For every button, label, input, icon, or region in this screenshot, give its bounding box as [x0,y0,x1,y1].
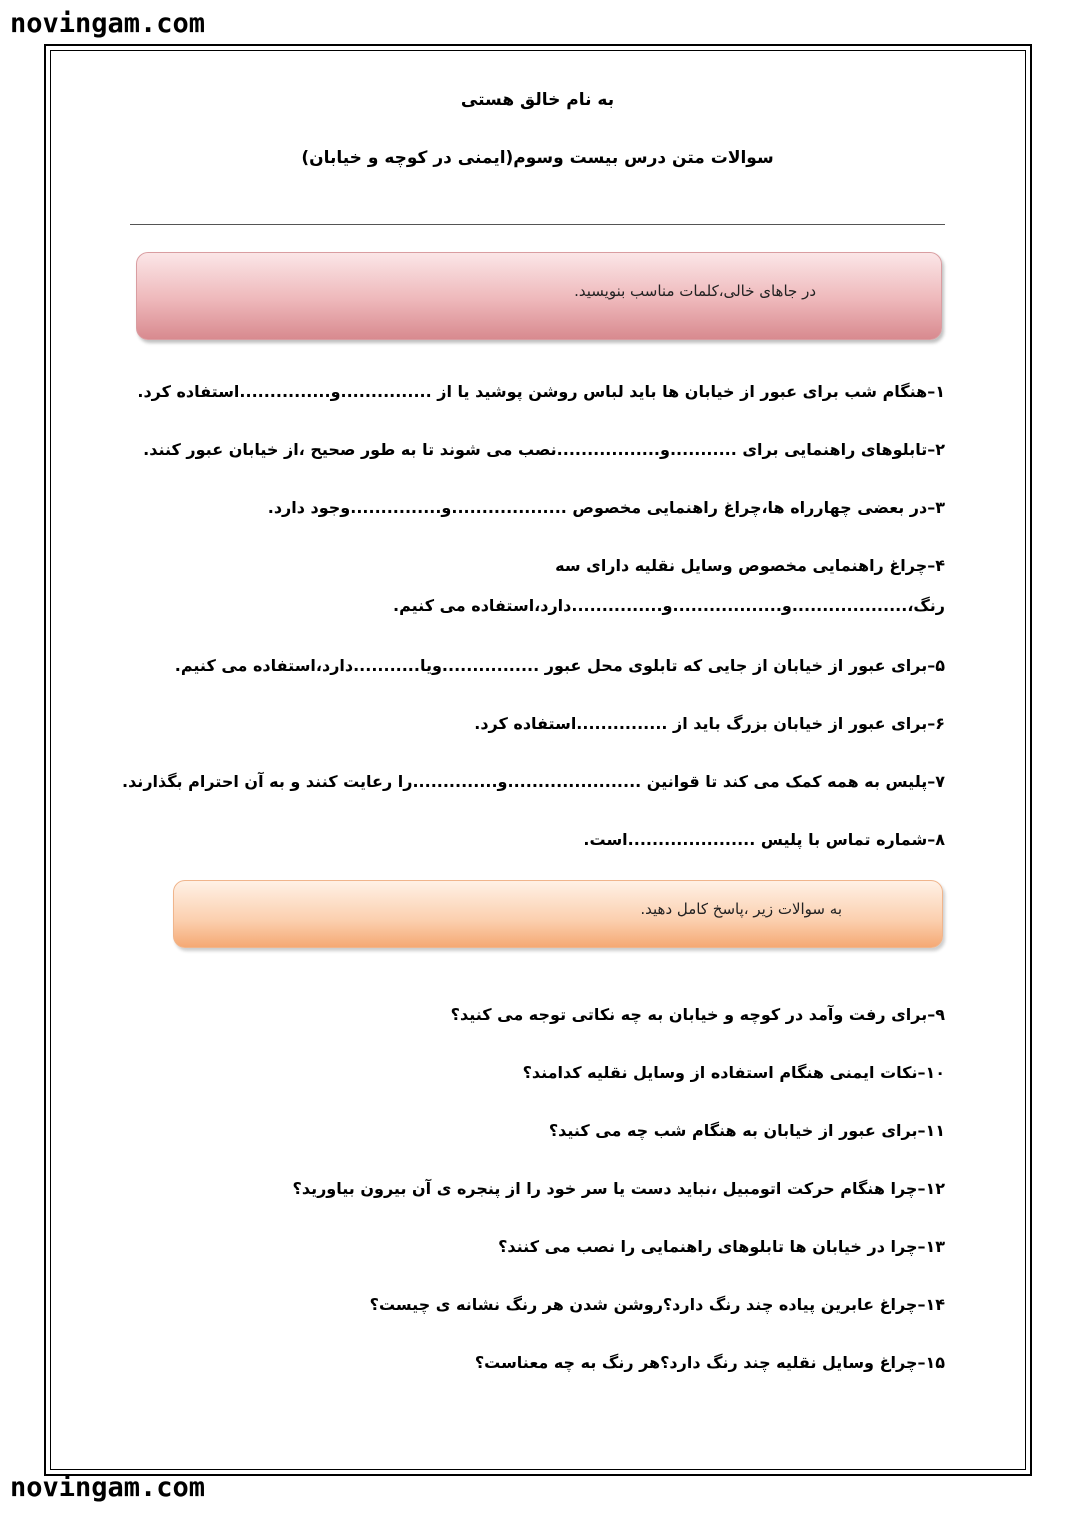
question-5: ۵–برای عبور از خیابان از جایی که تابلوی محل عبور ................ویا...........دارد،استفاده می کنیم. [174,656,945,675]
question-7: ۷–پلیس به همه کمک می کند تا قوانین ......................و..............را رعایت کنند و به آن احترام بگذارند. [121,772,945,791]
question-11: ۱۱–برای عبور از خیابان به هنگام شب چه می کنید؟ [548,1121,945,1140]
question-12: ۱۲–چرا هنگام حرکت اتومبیل ،نباید دست یا سر خود را از پنجره ی آن بیرون بیاورید؟ [292,1179,945,1198]
question-3: ۳–در بعضی چهارراه ها،چراغ راهنمایی مخصوص ...................و...............وجود دارد. [267,498,945,517]
answer-instruction-box [173,880,943,948]
question-14: ۱۴–چراغ عابرین پیاده چند رنگ دارد؟روشن شدن هر رنگ نشانه ی چیست؟ [369,1295,945,1314]
page-title: به نام خالق هستی [460,90,615,110]
question-8: ۸–شماره تماس با پلیس .....................است. [583,830,945,849]
question-2: ۲–تابلوهای راهنمایی برای ...........و.................نصب می شوند تا به طور صحیح ،از خیابان عبور کنند. [143,440,945,459]
question-13: ۱۳–چرا در خیابان ها تابلوهای راهنمایی را نصب می کنند؟ [498,1237,945,1256]
fill-in-instruction: در جاهای خالی،کلمات مناسب بنویسید. [574,282,816,300]
watermark-top: novingam.com [10,8,206,39]
header-divider [130,224,945,225]
question-1: ۱–هنگام شب برای عبور از خیابان ها باید لباس روشن پوشید یا از ...............و...............استفاده کرد. [137,382,945,401]
question-6: ۶–برای عبور از خیابان بزرگ باید از ...............استفاده کرد. [474,714,945,733]
question-9: ۹–برای رفت وآمد در کوچه و خیابان به چه نکاتی توجه می کنید؟ [450,1005,945,1024]
question-10: ۱۰–نکات ایمنی هنگام استفاده از وسایل نقلیه کدامند؟ [522,1063,945,1082]
fill-in-instruction-box [136,252,942,340]
answer-instruction: به سوالات زیر ،پاسخ کامل دهید. [640,900,842,918]
page-subtitle: سوالات متن درس بیست وسوم(ایمنی در کوچه و خیابان) [301,148,774,168]
question-15: ۱۵–چراغ وسایل نقلیه چند رنگ دارد؟هر رنگ به چه معناست؟ [474,1353,945,1372]
watermark-bottom: novingam.com [10,1472,206,1503]
question-4: ۴–چراغ راهنمایی مخصوص وسایل نقلیه دارای سه رنگ،...................و..................و...............دارد،استفاده می کنیم. [393,556,945,615]
